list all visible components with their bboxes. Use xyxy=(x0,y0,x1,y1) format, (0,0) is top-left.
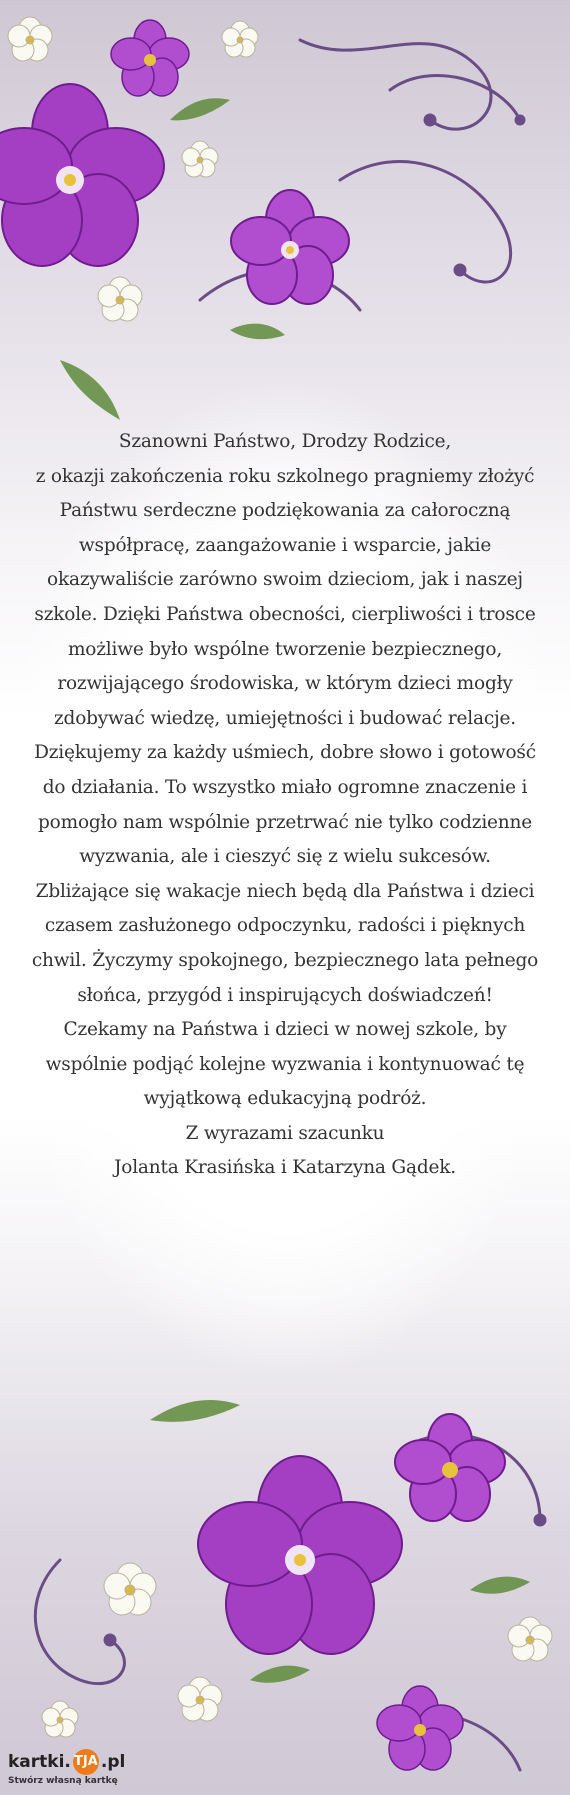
purple-flower-medium-bottom xyxy=(395,1414,505,1521)
white-flowers-top xyxy=(8,17,258,321)
closing-line: Z wyrazami szacunku xyxy=(185,1122,385,1144)
signature-line: Jolanta Krasińska i Katarzyna Gądek. xyxy=(114,1157,456,1179)
swirl-ornament-top xyxy=(200,40,524,310)
logo-name: kartki. xyxy=(8,1752,71,1772)
purple-flower-large-bottom xyxy=(198,1456,402,1654)
logo-tagline: Stwórz własną kartkę xyxy=(8,1776,118,1786)
purple-flower-small-top xyxy=(111,20,189,96)
purple-flower-large-top xyxy=(0,84,164,266)
paragraph-invitation: Czekamy na Państwa i dzieci w nowej szkole, by wspólnie podjąć kolejne wyzwania i kontynuować tę wyjątkową edukacyjną podróż. xyxy=(45,1019,525,1110)
paragraph-wishes: Zbliżające się wakacje niech będą dla Państwa i dzieci czasem zasłużonego odpoczynku, radości i pięknych chwil. Życzymy spokojnego, bezpiecznego lata pełnego słońca, przygód i inspirujących doświadczeń! xyxy=(31,880,539,1006)
paragraph-gratitude: Dziękujemy za każdy uśmiech, dobre słowo i gotowość do działania. To wszystko miało ogromne znaczenie i pomogło nam wspólnie przetrwać nie tylko codzienne wyzwania, ale i cieszyć się z wielu sukcesów. xyxy=(34,742,536,868)
logo-badge: TJA xyxy=(73,1749,99,1775)
greeting-line: Szanowni Państwo, Drodzy Rodzice, xyxy=(118,431,452,452)
purple-flower-small-bottom xyxy=(377,1686,463,1770)
logo-wordmark xyxy=(8,1749,178,1775)
leaves-bottom xyxy=(150,1400,530,1683)
white-flowers-bottom xyxy=(42,1563,552,1737)
paragraph-thanks: z okazji zakończenia roku szkolnego pragniemy złożyć Państwu serdeczne podziękowania za całoroczną współpracę, zaangażowanie i wsparcie, jakie okazywaliście zarówno swoim dzieciom, jak i naszej szkole. Dzięki Państwa obecności, cierpliwości i trosce możliwe było wspólne tworzenie bezpiecznego, rozwijającego środowiska, w którym dzieci mogły zdobywać wiedzę, umiejętności i budować relacje. xyxy=(34,465,536,729)
site-logo[interactable] xyxy=(8,1749,178,1789)
logo-suffix: .pl xyxy=(100,1752,126,1772)
leaves-top xyxy=(60,98,285,420)
purple-flower-medium-top xyxy=(231,190,349,304)
message-text xyxy=(24,425,546,1186)
swirl-ornament-bottom xyxy=(35,1435,545,1770)
